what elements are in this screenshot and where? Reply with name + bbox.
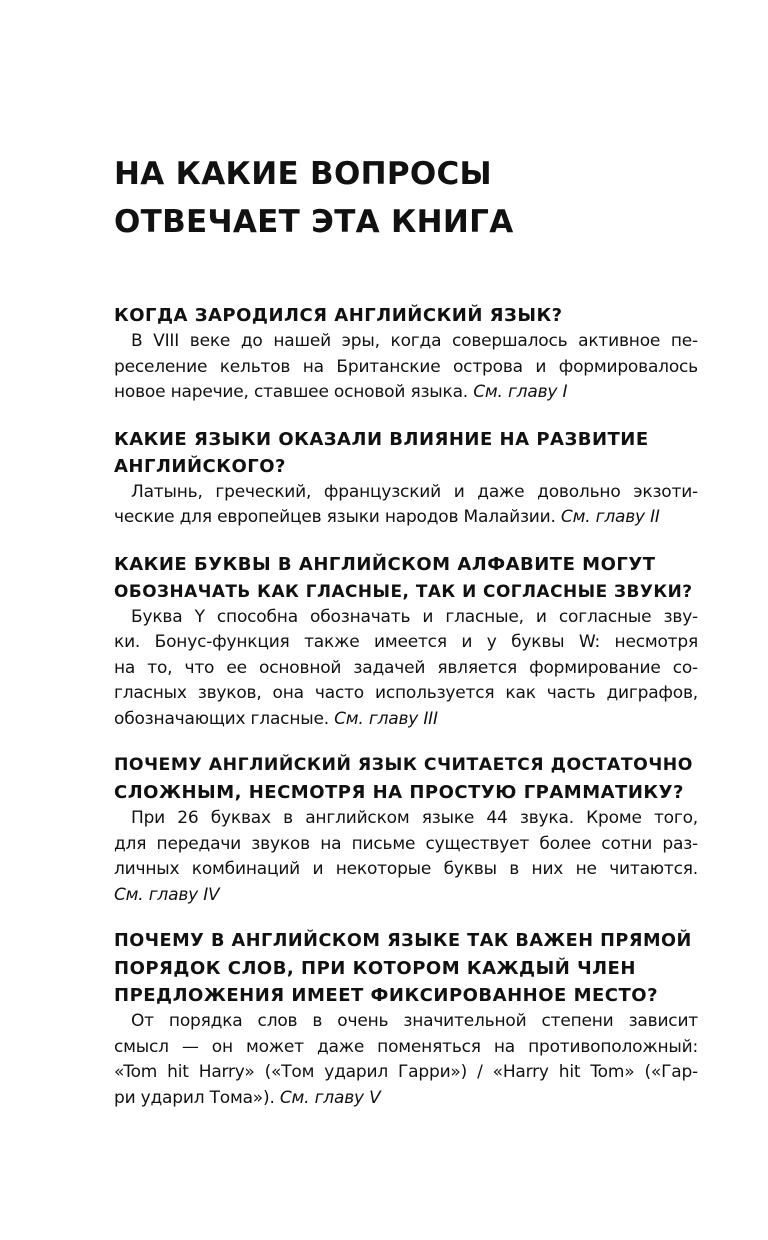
answer-line: для передачи звуков на письме существует более сотни раз- bbox=[114, 833, 698, 854]
question-line: ПОЧЕМУ В АНГЛИЙСКОМ ЯЗЫКЕ ТАК ВАЖЕН ПРЯМОЙ bbox=[114, 931, 692, 951]
page-title-line: ОТВЕЧАЕТ ЭТА КНИГА bbox=[114, 204, 514, 240]
question-line: КОГДА ЗАРОДИЛСЯ АНГЛИЙСКИЙ ЯЗЫК? bbox=[114, 305, 563, 326]
page-title-line: НА КАКИЕ ВОПРОСЫ bbox=[114, 156, 492, 192]
answer-line: личных комбинаций и некоторые буквы в них не читаются. bbox=[114, 859, 698, 879]
answer-line: ки. Бонус-функция также имеется и у буквы W: несмотря bbox=[114, 632, 698, 652]
page-title bbox=[114, 150, 698, 246]
answer-line: смысл — он может даже поменяться на противоположный: bbox=[114, 1036, 698, 1057]
answer-line-last bbox=[114, 505, 698, 531]
answer-line: В VIII веке до нашей эры, когда совершалось активное пе- bbox=[131, 331, 698, 351]
question-line: СЛОЖНЫМ, НЕСМОТРЯ НА ПРОСТУЮ ГРАММАТИКУ? bbox=[114, 782, 684, 803]
chapter-reference: См. главу III bbox=[334, 708, 438, 729]
answer-text bbox=[114, 329, 698, 406]
question-line: ПОРЯДОК СЛОВ, ПРИ КОТОРОМ КАЖДЫЙ ЧЛЕН bbox=[114, 958, 636, 979]
answer-line-text: новое наречие, ставшее основой языка. bbox=[114, 382, 469, 402]
answer-line: Буква Y способна обозначать и гласные, и согласные зву- bbox=[131, 606, 698, 627]
answer-line: Латынь, греческий, французский и даже довольно экзоти- bbox=[131, 481, 698, 502]
qa-item bbox=[114, 426, 698, 531]
question-heading bbox=[114, 302, 698, 329]
answer-text bbox=[114, 806, 698, 908]
answer-text bbox=[114, 480, 698, 531]
question-heading bbox=[114, 928, 698, 1009]
answer-line-text: обозначающих гласные. bbox=[114, 708, 329, 729]
qa-item bbox=[114, 752, 698, 908]
question-line: ОБОЗНАЧАТЬ КАК ГЛАСНЫЕ, ТАК И СОГЛАСНЫЕ ЗВУКИ? bbox=[114, 580, 693, 601]
chapter-reference: См. главу IV bbox=[114, 884, 220, 905]
question-line: ПОЧЕМУ АНГЛИЙСКИЙ ЯЗЫК СЧИТАЕТСЯ ДОСТАТОЧНО bbox=[114, 755, 693, 775]
chapter-reference: См. главу V bbox=[279, 1087, 381, 1108]
question-line: ПРЕДЛОЖЕНИЯ ИМЕЕТ ФИКСИРОВАННОЕ МЕСТО? bbox=[114, 985, 659, 1006]
question-line: КАКИЕ ЯЗЫКИ ОКАЗАЛИ ВЛИЯНИЕ НА РАЗВИТИЕ bbox=[114, 428, 649, 450]
answer-line: гласных звуков, она часто используется как часть диграфов, bbox=[114, 683, 698, 703]
answer-line-last bbox=[114, 707, 698, 733]
answer-text bbox=[114, 605, 698, 733]
answer-line-text: ческие для европейцев языки народов Малайзии. bbox=[114, 507, 556, 527]
qa-item bbox=[114, 302, 698, 406]
qa-item bbox=[114, 551, 698, 733]
question-heading bbox=[114, 752, 698, 806]
answer-line: «Tom hit Harry» («Том ударил Гарри») / «Harry hit Tom» («Гар- bbox=[114, 1062, 698, 1082]
qa-list bbox=[114, 302, 698, 1131]
answer-line: реселение кельтов на Британские острова и формировалось bbox=[114, 356, 698, 377]
answer-line-last bbox=[114, 1086, 698, 1112]
question-heading bbox=[114, 551, 698, 605]
answer-line: на то, что ее основной задачей является формирование со- bbox=[114, 657, 698, 678]
answer-line: При 26 буквах в английском языке 44 звука. Кроме того, bbox=[131, 808, 698, 828]
question-line: КАКИЕ БУКВЫ В АНГЛИЙСКОМ АЛФАВИТЕ МОГУТ bbox=[114, 553, 656, 575]
answer-line-text: ри ударил Тома»). bbox=[114, 1087, 275, 1108]
answer-text bbox=[114, 1009, 698, 1111]
answer-line: От порядка слов в очень значительной степени зависит bbox=[131, 1011, 698, 1031]
answer-line-last bbox=[114, 883, 698, 909]
chapter-reference: См. главу II bbox=[560, 507, 660, 527]
answer-line-last bbox=[114, 380, 698, 406]
qa-item bbox=[114, 928, 698, 1111]
chapter-reference: См. главу I bbox=[473, 382, 568, 402]
question-line: АНГЛИЙСКОГО? bbox=[114, 455, 286, 477]
question-heading bbox=[114, 426, 698, 480]
